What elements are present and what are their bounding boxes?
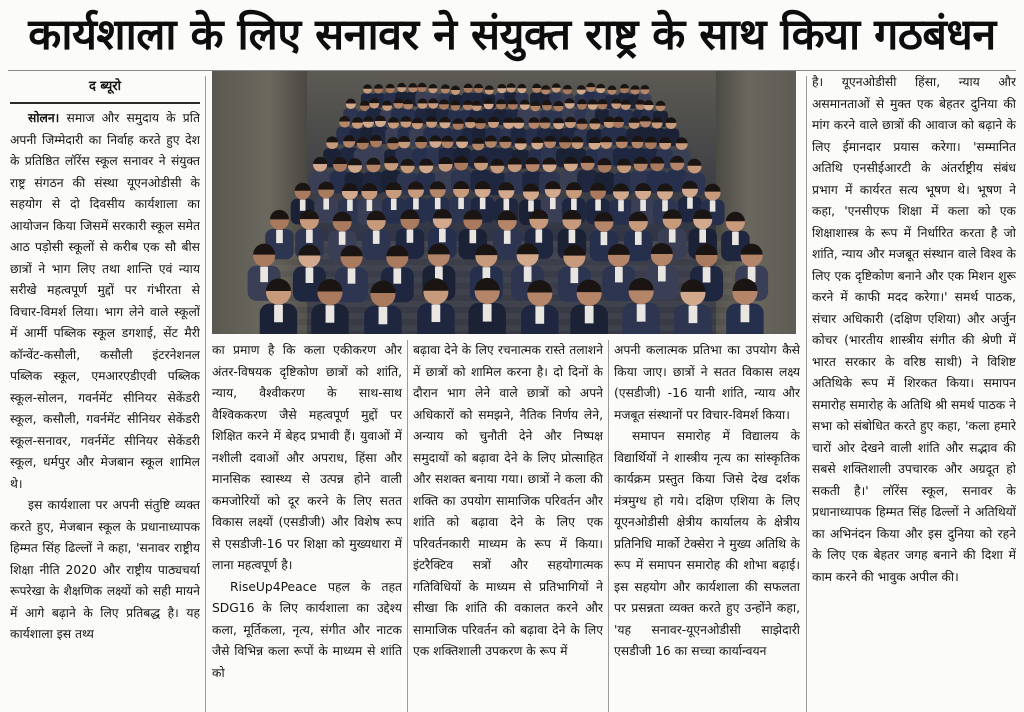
person-hair [386, 84, 395, 89]
person-hair [295, 183, 311, 191]
article-column-5 [812, 72, 1016, 712]
person-shirt [347, 200, 353, 211]
person-hair [563, 85, 572, 90]
person-shirt [504, 231, 511, 244]
person-hair [374, 84, 383, 89]
col4-paragraph-2: समापन समारोह में विद्यालय के विद्यार्थियों ने शास्त्रीय नृत्य का सांस्कृतिक कार्यक्रम प्रस्तुत किया जिसे देख दर्शक मंत्रमुग्ध हो गये। दक्षिण एशिया के लिए यूएनओडीसी क्षेत्रीय कार्यालय के क्षेत्रीय प्रतिनिधि मार्को टेक्सेरा ने मुख्य अतिथि के रूप में समापन समारोह की शोभा बढ़ाई। इस सहयोग और कार्यशाला की सफलता पर प्रसन्नता व्यक्त करते हुए उन्होंने कहा, 'यह सनावर-यूएनओडीसी साझेदारी एसडीजी 16 का सच्चा कार्यान्वयन [614, 429, 800, 658]
person-shirt [432, 305, 441, 323]
person-shirt [710, 200, 716, 211]
person-hair [497, 84, 506, 88]
person-hair [608, 85, 617, 90]
person-shirt [276, 230, 283, 243]
person-shirt [413, 198, 419, 209]
person-shirt [585, 306, 594, 324]
person-shirt [393, 268, 401, 283]
person-shirt [595, 199, 601, 210]
person-shirt [323, 198, 329, 209]
person-shirt [504, 199, 510, 210]
person-hair [485, 85, 494, 90]
person-hair [541, 85, 550, 90]
person-hair [586, 83, 595, 88]
person-shirt [703, 267, 711, 282]
person-shirt [407, 229, 414, 242]
person-shirt [458, 198, 464, 209]
person-shirt [658, 266, 666, 281]
dateline: सोलन। [28, 111, 60, 125]
column-divider [407, 340, 408, 712]
person-shirt [260, 267, 268, 282]
person-shirt [669, 229, 676, 242]
person-shirt [569, 230, 576, 243]
col5-paragraph-1: है। यूएनओडीसी हिंसा, न्याय और असमानताओं से मुक्त एक बेहतर दुनिया की मांग करने वाले छात्रों की आवाज को बढ़ाने के लिए ईमानदार प्रयास करेगा। 'सम्मानित अतिथि एनसीईआरटी के अंतर्राष्ट्रीय संबंध प्रभाग में कार्यरत सत्य भूषण थे। भूषण ने कहा, 'एनसीएफ शिक्षा में कला को एक शिक्षाशास्त्र के रूप में निर्धारित करता है जो शांति, न्याय और मजबूत संस्थान वाले विश्व के लिए एक दृष्टिकोण बनाने और एक मिशन शुरू करने में काफी मदद करेगा।' समर्थ पाठक, संचार अधिकारी (दक्षिण एशिया) और अर्जुन कोचर (भारतीय शास्त्रीय संगीत की श्रेणी में भारत सरकार के वरिष्ठ साथी) ने विशिष्ट अतिथिके रूप में शिरकत किया। समापन समारोह समारोह के अतिथि श्री समर्थ पाठक ने सभा को संबोधित करते हुए कहा, 'कला हमारे चारों ओर देखने वाली शांति और सद्भाव की सबसे शक्तिशाली उपचारक और अग्रदूत हो सकती है।' लॉरेंस स्कूल, सनावर के प्रधानाध्यापक हिम्मत सिंह ढिल्लों ने अतिथियों का अभिनंदन किया और इस दुनिया को रहने के लिए एक बेहतर जगह बनाने की दिशा में काम करने की भावुक अपील की। [812, 75, 1016, 584]
person-shirt [528, 200, 534, 211]
person-hair [640, 85, 649, 90]
group-photo [212, 71, 796, 334]
person-shirt [699, 229, 706, 242]
person-hair [346, 98, 356, 103]
person-hair [428, 84, 437, 89]
person-shirt [439, 229, 446, 242]
person-shirt [615, 267, 623, 282]
person-hair [577, 85, 586, 90]
person-shirt [536, 229, 543, 242]
person-shirt [306, 268, 314, 283]
col1-paragraph-2: इस कार्यशाला पर अपनी संतुष्टि व्यक्त करते हुए, मेजबान स्कूल के प्रधानाध्यापक हिम्मत सिंह ढिल्लों ने कहा, 'सनावर राष्ट्रीय शिक्षा नीति 2020 और राष्ट्रीय पाठ्यचर्या रूपरेखा के शैक्षणिक लक्ष्यों को सही मायने में आगे बढ़ाने के लिए प्रतिबद्ध है। यह कार्यशाला इस तथ्य [10, 498, 200, 641]
person-shirt [689, 306, 698, 324]
column-divider [806, 76, 807, 712]
article-column-4 [614, 340, 800, 712]
crowd-illustration [212, 71, 796, 334]
col3-paragraph-1: बढ़ावा देने के लिए रचनात्मक रास्ते तलाशने में छात्रों को शामिल करना है। दो दिनों के दौरान भाग लेने वाले छात्रों को अपने अधिकारों को समझने, नैतिक निर्णय लेने, अन्याय को चुनौती देने और निष्पक्ष समुदायों को बढ़ावा देने के लिए प्रोत्साहित और सशक्त बनाया गया। छात्रों ने कला की शक्ति का उपयोग सामाजिक परिवर्तन और शांति को बढ़ावा देने के लिए एक परिवर्तनकारी माध्यम के रूप में किया। इंटरैक्टिव सत्रों और सहयोगात्मक गतिविधियों के माध्यम से प्रतिभागियों ने सीखा कि शांति की वकालत करने और सामाजिक परिवर्तन को बढ़ावा देने के लिए एक शक्तिशाली उपकरण के रूप में [413, 343, 603, 658]
person-shirt [640, 200, 646, 211]
person-hair [631, 85, 640, 90]
headline: कार्यशाला के लिए सनावर ने संयुक्त राष्ट्र के साथ किया गठबंधन [28, 10, 996, 60]
person-shirt [469, 230, 476, 243]
person-hair [596, 84, 605, 89]
article-column-2 [212, 340, 402, 712]
person-hair [464, 84, 473, 89]
person-shirt [339, 232, 346, 245]
person-shirt [535, 306, 544, 324]
person-shirt [435, 198, 441, 209]
person-hair [451, 86, 460, 90]
article-column-3 [413, 340, 603, 712]
col4-paragraph-1: अपनी कलात्मक प्रतिभा का उपयोग कैसे किया जाए। छात्रों ने सतत विकास लक्ष्य (एसडीजी) -16 यानी शांति, न्याय और मजबूत संस्थानों पर विचार-विमर्श किया। [614, 343, 800, 422]
person-shirt [570, 268, 578, 283]
person-hair [552, 83, 561, 88]
col2-paragraph-1: का प्रमाण है कि कला एकीकरण और अंतर-विषयक दृष्टिकोण छात्रों को शांति, न्याय, वैश्वीकरण के साथ-साथ वैश्विककरण जैसे महत्वपूर्ण मुद्दों पर शिक्षित करने में बेहद प्रभावी हैं। युवाओं में नशीली दवाओं और अपराध, हिंसा और मानसिक स्वास्थ्य से उत्पन्न होने वाली कमजोरियों को दूर करने के लिए सतत विकास लक्ष्यों (एसडीजी) और विशेष रूप से एसडीजी-16 पर शिक्षा को मुख्यधारा में लाना महत्वपूर्ण है। [212, 343, 402, 572]
person-shirt [348, 268, 356, 283]
person-shirt [306, 230, 313, 243]
person-hair [507, 83, 516, 88]
person-shirt [379, 307, 388, 325]
person-hair [517, 84, 526, 89]
article-column-1 [10, 108, 200, 712]
person-shirt [635, 232, 642, 245]
person-hair [418, 83, 427, 88]
person-shirt [373, 231, 380, 244]
column-divider [608, 340, 609, 712]
person-hair [620, 84, 629, 89]
person-hair [363, 84, 372, 89]
person-shirt [326, 305, 335, 323]
person-shirt [601, 232, 608, 245]
byline: द ब्यूरो [10, 72, 200, 104]
column-divider [205, 76, 206, 712]
col2-paragraph-2: RiseUp4Peace पहल के तहत SDG16 के लिए कार्यशाला का उद्देश्य कला, मूर्तिकला, नृत्य, संगीत और नाटक जैसे विभिन्न कला रूपों के माध्यम से शांति को [212, 579, 402, 680]
person-hair [474, 84, 483, 89]
person-hair [408, 83, 417, 88]
person-shirt [618, 200, 624, 211]
person-shirt [732, 232, 739, 245]
person-shirt [300, 200, 306, 211]
person-shirt [524, 266, 532, 281]
person-shirt [483, 304, 492, 322]
person-hair [705, 184, 721, 192]
person-shirt [480, 198, 486, 209]
person-shirt [571, 199, 577, 210]
person-hair [270, 210, 289, 219]
person-hair [532, 84, 541, 89]
person-shirt [367, 200, 373, 211]
person-shirt [637, 304, 646, 322]
col1-paragraph-1: समाज और समुदाय के प्रति अपनी जिम्मेदारी का निर्वाह करते हुए देश के प्रतिष्ठित लॉरेंस स्कूल सनावर ने संयुक्त राष्ट्र संगठन की संस्था यूएनओडीसी के सहयोग से दो दिवसीय कार्यशाला का आयोजन किया जिसमें सरकारी स्कूल समेत आठ पड़ोसी स्कूलों से करीब एक सौ बीस छात्रों ने भाग लिए तथा शान्ति एवं न्याय सरीखे महत्वपूर्ण मुद्दों पर गंभीरता से विचार-विमर्श लिया। भाग लेने वाले स्कूलों में आर्मी पब्लिक स्कूल डगशाई, सेंट मैरी कॉन्वेंट-कसौली, कसौली इंटरनेशनल पब्लिक स्कूल, एमआरएडीएवी पब्लिक स्कूल-सोलन, गवर्नमेंट सीनियर सेकेंडरी स्कूल, कसौली, गवर्नमेंट सीनियर सेकेंडरी स्कूल-सनावर, गवर्नमेंट सीनियर सेकेंडरी स्कूल, धर्मपुर और मेजबान स्कूल शामिल थे। [10, 111, 200, 491]
person-shirt [550, 198, 556, 209]
person-hair [397, 83, 406, 88]
person-shirt [274, 305, 283, 323]
person-shirt [391, 199, 397, 210]
person-hair [656, 101, 666, 106]
person-hair [441, 84, 450, 89]
person-shirt [741, 305, 750, 323]
person-shirt [687, 198, 693, 209]
person-hair [726, 212, 745, 222]
person-shirt [662, 200, 668, 211]
